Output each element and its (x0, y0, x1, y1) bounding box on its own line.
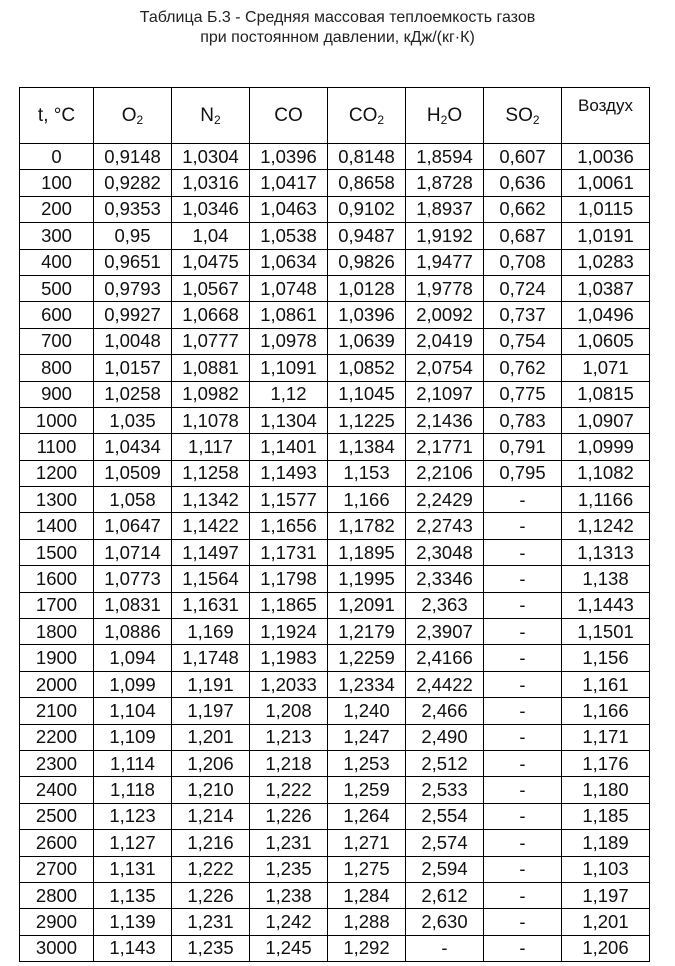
cell-co: 1,0417 (250, 170, 328, 196)
cell-co: 1,222 (250, 777, 328, 803)
cell-co2: 1,259 (328, 777, 406, 803)
cell-air: 1,138 (562, 566, 650, 592)
cell-n2: 1,1748 (172, 645, 250, 671)
cell-air: 1,0191 (562, 223, 650, 249)
cell-o2: 1,118 (94, 777, 172, 803)
cell-air: 1,0605 (562, 328, 650, 354)
cell-h2o: 2,630 (406, 909, 484, 935)
cell-temperature: 2600 (20, 830, 94, 856)
cell-temperature: 1500 (20, 539, 94, 565)
cell-co: 1,1493 (250, 460, 328, 486)
cell-o2: 1,127 (94, 830, 172, 856)
cell-temperature: 2400 (20, 777, 94, 803)
cell-o2: 1,143 (94, 935, 172, 961)
cell-co2: 0,8148 (328, 144, 406, 170)
cell-o2: 1,0773 (94, 566, 172, 592)
cell-o2: 1,035 (94, 407, 172, 433)
cell-co2: 1,166 (328, 487, 406, 513)
cell-h2o: 2,554 (406, 803, 484, 829)
cell-air: 1,0283 (562, 249, 650, 275)
cell-n2: 1,117 (172, 434, 250, 460)
cell-h2o: 2,1436 (406, 407, 484, 433)
cell-so2: 0,607 (484, 144, 562, 170)
cell-h2o: 2,363 (406, 592, 484, 618)
cell-air: 1,103 (562, 856, 650, 882)
cell-n2: 1,0304 (172, 144, 250, 170)
cell-o2: 1,104 (94, 698, 172, 724)
cell-h2o: 2,1771 (406, 434, 484, 460)
cell-air: 1,0999 (562, 434, 650, 460)
cell-temperature: 2900 (20, 909, 94, 935)
cell-n2: 1,1342 (172, 487, 250, 513)
cell-air: 1,0815 (562, 381, 650, 407)
table-row (20, 275, 650, 301)
cell-o2: 0,9353 (94, 196, 172, 222)
cell-temperature: 1700 (20, 592, 94, 618)
cell-co: 1,0538 (250, 223, 328, 249)
cell-co2: 1,271 (328, 830, 406, 856)
cell-h2o: 2,2743 (406, 513, 484, 539)
cell-co: 1,245 (250, 935, 328, 961)
cell-co2: 1,153 (328, 460, 406, 486)
table-row (20, 249, 650, 275)
cell-o2: 1,135 (94, 882, 172, 908)
cell-so2: 0,795 (484, 460, 562, 486)
cell-temperature: 2200 (20, 724, 94, 750)
cell-temperature: 1900 (20, 645, 94, 671)
table-row (20, 487, 650, 513)
cell-temperature: 2000 (20, 671, 94, 697)
cell-co: 1,1401 (250, 434, 328, 460)
cell-temperature: 800 (20, 355, 94, 381)
cell-o2: 1,123 (94, 803, 172, 829)
cell-so2: 0,724 (484, 275, 562, 301)
cell-temperature: 3000 (20, 935, 94, 961)
cell-h2o: 2,594 (406, 856, 484, 882)
cell-h2o: 2,2429 (406, 487, 484, 513)
cell-air: 1,206 (562, 935, 650, 961)
cell-co2: 1,240 (328, 698, 406, 724)
cell-temperature: 300 (20, 223, 94, 249)
cell-air: 1,156 (562, 645, 650, 671)
cell-air: 1,1443 (562, 592, 650, 618)
cell-co2: 1,1995 (328, 566, 406, 592)
cell-o2: 1,0714 (94, 539, 172, 565)
cell-co2: 1,0128 (328, 275, 406, 301)
cell-co2: 1,0852 (328, 355, 406, 381)
cell-so2: - (484, 909, 562, 935)
table-row (20, 513, 650, 539)
cell-h2o: 2,490 (406, 724, 484, 750)
cell-co2: 1,253 (328, 750, 406, 776)
cell-so2: - (484, 724, 562, 750)
cell-n2: 1,0346 (172, 196, 250, 222)
cell-n2: 1,231 (172, 909, 250, 935)
col-header-air: Воздух (562, 88, 650, 144)
cell-air: 1,176 (562, 750, 650, 776)
cell-so2: - (484, 935, 562, 961)
cell-n2: 1,0777 (172, 328, 250, 354)
cell-n2: 1,214 (172, 803, 250, 829)
cell-co2: 1,284 (328, 882, 406, 908)
cell-temperature: 1300 (20, 487, 94, 513)
cell-temperature: 2800 (20, 882, 94, 908)
table-row (20, 434, 650, 460)
cell-temperature: 100 (20, 170, 94, 196)
cell-temperature: 600 (20, 302, 94, 328)
cell-air: 1,0115 (562, 196, 650, 222)
cell-co2: 1,2179 (328, 619, 406, 645)
cell-co: 1,1983 (250, 645, 328, 671)
cell-o2: 1,0509 (94, 460, 172, 486)
cell-o2: 0,9793 (94, 275, 172, 301)
table-row (20, 223, 650, 249)
table-caption (0, 8, 675, 48)
cell-co2: 1,1045 (328, 381, 406, 407)
cell-n2: 1,1078 (172, 407, 250, 433)
cell-co: 1,2033 (250, 671, 328, 697)
table-row (20, 777, 650, 803)
cell-n2: 1,1564 (172, 566, 250, 592)
table-row (20, 856, 650, 882)
table-row (20, 671, 650, 697)
cell-so2: - (484, 830, 562, 856)
cell-h2o: 2,574 (406, 830, 484, 856)
cell-co: 1,218 (250, 750, 328, 776)
cell-h2o: 2,512 (406, 750, 484, 776)
cell-air: 1,0061 (562, 170, 650, 196)
cell-o2: 1,0886 (94, 619, 172, 645)
cell-n2: 1,210 (172, 777, 250, 803)
cell-h2o: 2,466 (406, 698, 484, 724)
caption-line-2: при постоянном давлении, кДж/(кг·К) (200, 29, 475, 46)
cell-co: 1,1656 (250, 513, 328, 539)
cell-co2: 1,2091 (328, 592, 406, 618)
cell-temperature: 200 (20, 196, 94, 222)
table-row (20, 302, 650, 328)
cell-co: 1,1731 (250, 539, 328, 565)
cell-o2: 0,95 (94, 223, 172, 249)
table-row (20, 460, 650, 486)
cell-temperature: 1400 (20, 513, 94, 539)
table-row (20, 170, 650, 196)
table-row (20, 328, 650, 354)
cell-o2: 1,099 (94, 671, 172, 697)
cell-so2: 0,636 (484, 170, 562, 196)
cell-co2: 1,1384 (328, 434, 406, 460)
cell-co: 1,235 (250, 856, 328, 882)
cell-temperature: 900 (20, 381, 94, 407)
cell-co: 1,1577 (250, 487, 328, 513)
cell-co2: 1,1782 (328, 513, 406, 539)
cell-h2o: 2,4422 (406, 671, 484, 697)
cell-so2: - (484, 513, 562, 539)
col-header-o2: $O_2$ (94, 88, 172, 144)
table-row (20, 724, 650, 750)
table-row (20, 196, 650, 222)
cell-co2: 1,292 (328, 935, 406, 961)
cell-temperature: 1100 (20, 434, 94, 460)
heat-capacity-table (19, 87, 650, 962)
cell-h2o: 2,0754 (406, 355, 484, 381)
col-header-n2: $N_2$ (172, 88, 250, 144)
cell-air: 1,185 (562, 803, 650, 829)
table-row (20, 407, 650, 433)
cell-air: 1,0496 (562, 302, 650, 328)
cell-co: 1,213 (250, 724, 328, 750)
cell-h2o: 2,4166 (406, 645, 484, 671)
cell-so2: - (484, 566, 562, 592)
cell-co2: 1,2259 (328, 645, 406, 671)
cell-h2o: 2,0092 (406, 302, 484, 328)
cell-o2: 1,109 (94, 724, 172, 750)
table-row (20, 381, 650, 407)
cell-n2: 1,0982 (172, 381, 250, 407)
cell-air: 1,1082 (562, 460, 650, 486)
cell-n2: 1,0668 (172, 302, 250, 328)
cell-co2: 1,247 (328, 724, 406, 750)
cell-o2: 1,114 (94, 750, 172, 776)
cell-o2: 1,0258 (94, 381, 172, 407)
cell-temperature: 700 (20, 328, 94, 354)
cell-so2: 0,754 (484, 328, 562, 354)
cell-o2: 1,0048 (94, 328, 172, 354)
table-row (20, 750, 650, 776)
cell-temperature: 1000 (20, 407, 94, 433)
table-row (20, 803, 650, 829)
cell-so2: - (484, 592, 562, 618)
table-row (20, 566, 650, 592)
cell-o2: 1,0831 (94, 592, 172, 618)
cell-h2o: 2,0419 (406, 328, 484, 354)
cell-h2o: 1,8594 (406, 144, 484, 170)
cell-co: 1,12 (250, 381, 328, 407)
cell-n2: 1,04 (172, 223, 250, 249)
cell-h2o: 1,8937 (406, 196, 484, 222)
cell-co2: 1,0396 (328, 302, 406, 328)
cell-so2: 0,708 (484, 249, 562, 275)
cell-h2o: 2,3346 (406, 566, 484, 592)
cell-so2: 0,737 (484, 302, 562, 328)
cell-co: 1,0463 (250, 196, 328, 222)
cell-air: 1,1242 (562, 513, 650, 539)
table-row (20, 830, 650, 856)
cell-so2: 0,762 (484, 355, 562, 381)
cell-air: 1,0036 (562, 144, 650, 170)
cell-co2: 1,264 (328, 803, 406, 829)
table-row (20, 698, 650, 724)
cell-o2: 1,0647 (94, 513, 172, 539)
cell-n2: 1,226 (172, 882, 250, 908)
cell-n2: 1,222 (172, 856, 250, 882)
cell-air: 1,1166 (562, 487, 650, 513)
cell-n2: 1,169 (172, 619, 250, 645)
cell-air: 1,189 (562, 830, 650, 856)
cell-so2: 0,687 (484, 223, 562, 249)
cell-n2: 1,0881 (172, 355, 250, 381)
cell-co: 1,1865 (250, 592, 328, 618)
table-row (20, 144, 650, 170)
cell-h2o: 1,9778 (406, 275, 484, 301)
cell-o2: 0,9927 (94, 302, 172, 328)
cell-temperature: 2100 (20, 698, 94, 724)
cell-air: 1,0387 (562, 275, 650, 301)
cell-n2: 1,1258 (172, 460, 250, 486)
cell-co: 1,0634 (250, 249, 328, 275)
col-header-co2: $CO_2$ (328, 88, 406, 144)
cell-co2: 0,8658 (328, 170, 406, 196)
cell-o2: 1,139 (94, 909, 172, 935)
cell-o2: 0,9148 (94, 144, 172, 170)
cell-co2: 1,0639 (328, 328, 406, 354)
cell-co2: 1,2334 (328, 671, 406, 697)
cell-n2: 1,0316 (172, 170, 250, 196)
cell-air: 1,201 (562, 909, 650, 935)
cell-co: 1,242 (250, 909, 328, 935)
cell-co: 1,1091 (250, 355, 328, 381)
cell-o2: 1,0434 (94, 434, 172, 460)
col-header-h2o: $H_2O$ (406, 88, 484, 144)
cell-temperature: 2700 (20, 856, 94, 882)
cell-n2: 1,235 (172, 935, 250, 961)
cell-h2o: 2,3048 (406, 539, 484, 565)
col-header-temperature: t, °C (20, 88, 94, 144)
cell-temperature: 2500 (20, 803, 94, 829)
cell-co: 1,1924 (250, 619, 328, 645)
col-header-co: CO (250, 88, 328, 144)
cell-air: 1,197 (562, 882, 650, 908)
cell-n2: 1,1422 (172, 513, 250, 539)
cell-co: 1,238 (250, 882, 328, 908)
cell-n2: 1,201 (172, 724, 250, 750)
cell-air: 1,1313 (562, 539, 650, 565)
cell-co: 1,208 (250, 698, 328, 724)
cell-co: 1,231 (250, 830, 328, 856)
cell-n2: 1,0567 (172, 275, 250, 301)
cell-so2: 0,783 (484, 407, 562, 433)
cell-air: 1,071 (562, 355, 650, 381)
cell-n2: 1,191 (172, 671, 250, 697)
cell-co: 1,1304 (250, 407, 328, 433)
cell-so2: - (484, 487, 562, 513)
cell-n2: 1,206 (172, 750, 250, 776)
cell-o2: 0,9282 (94, 170, 172, 196)
cell-o2: 1,094 (94, 645, 172, 671)
cell-n2: 1,1497 (172, 539, 250, 565)
cell-co2: 0,9487 (328, 223, 406, 249)
cell-air: 1,1501 (562, 619, 650, 645)
cell-air: 1,0907 (562, 407, 650, 433)
cell-temperature: 1600 (20, 566, 94, 592)
cell-o2: 0,9651 (94, 249, 172, 275)
cell-so2: - (484, 671, 562, 697)
cell-n2: 1,216 (172, 830, 250, 856)
cell-co2: 0,9102 (328, 196, 406, 222)
cell-co2: 1,275 (328, 856, 406, 882)
cell-air: 1,166 (562, 698, 650, 724)
cell-temperature: 2300 (20, 750, 94, 776)
cell-so2: 0,775 (484, 381, 562, 407)
cell-so2: - (484, 803, 562, 829)
cell-h2o: 2,2106 (406, 460, 484, 486)
table-row (20, 619, 650, 645)
cell-co2: 1,1225 (328, 407, 406, 433)
cell-so2: 0,662 (484, 196, 562, 222)
table-row (20, 909, 650, 935)
cell-so2: - (484, 777, 562, 803)
caption-line-1: Таблица Б.3 - Средняя массовая теплоемкость газов (139, 9, 536, 26)
cell-co: 1,0978 (250, 328, 328, 354)
cell-so2: - (484, 750, 562, 776)
cell-temperature: 400 (20, 249, 94, 275)
cell-o2: 1,058 (94, 487, 172, 513)
cell-co: 1,0748 (250, 275, 328, 301)
cell-co2: 1,288 (328, 909, 406, 935)
cell-so2: - (484, 539, 562, 565)
cell-so2: - (484, 856, 562, 882)
cell-so2: - (484, 619, 562, 645)
table-row (20, 645, 650, 671)
cell-so2: 0,791 (484, 434, 562, 460)
cell-co: 1,0396 (250, 144, 328, 170)
table-row (20, 355, 650, 381)
cell-co2: 0,9826 (328, 249, 406, 275)
table-body (20, 144, 650, 962)
cell-h2o: 2,3907 (406, 619, 484, 645)
cell-temperature: 1800 (20, 619, 94, 645)
cell-o2: 1,131 (94, 856, 172, 882)
cell-h2o: 1,8728 (406, 170, 484, 196)
cell-temperature: 1200 (20, 460, 94, 486)
cell-so2: - (484, 698, 562, 724)
cell-n2: 1,0475 (172, 249, 250, 275)
cell-n2: 1,1631 (172, 592, 250, 618)
cell-h2o: 2,612 (406, 882, 484, 908)
cell-n2: 1,197 (172, 698, 250, 724)
cell-co: 1,0861 (250, 302, 328, 328)
table-row (20, 882, 650, 908)
cell-o2: 1,0157 (94, 355, 172, 381)
table-row (20, 539, 650, 565)
cell-temperature: 500 (20, 275, 94, 301)
cell-h2o: 1,9192 (406, 223, 484, 249)
cell-h2o: 2,1097 (406, 381, 484, 407)
cell-air: 1,180 (562, 777, 650, 803)
header-row (20, 88, 650, 144)
cell-co2: 1,1895 (328, 539, 406, 565)
cell-h2o: 1,9477 (406, 249, 484, 275)
cell-so2: - (484, 645, 562, 671)
cell-co: 1,226 (250, 803, 328, 829)
table-row (20, 935, 650, 961)
cell-air: 1,161 (562, 671, 650, 697)
cell-air: 1,171 (562, 724, 650, 750)
cell-h2o: - (406, 935, 484, 961)
table-row (20, 592, 650, 618)
cell-temperature: 0 (20, 144, 94, 170)
cell-so2: - (484, 882, 562, 908)
col-header-so2: $SO_2$ (484, 88, 562, 144)
cell-co: 1,1798 (250, 566, 328, 592)
cell-h2o: 2,533 (406, 777, 484, 803)
